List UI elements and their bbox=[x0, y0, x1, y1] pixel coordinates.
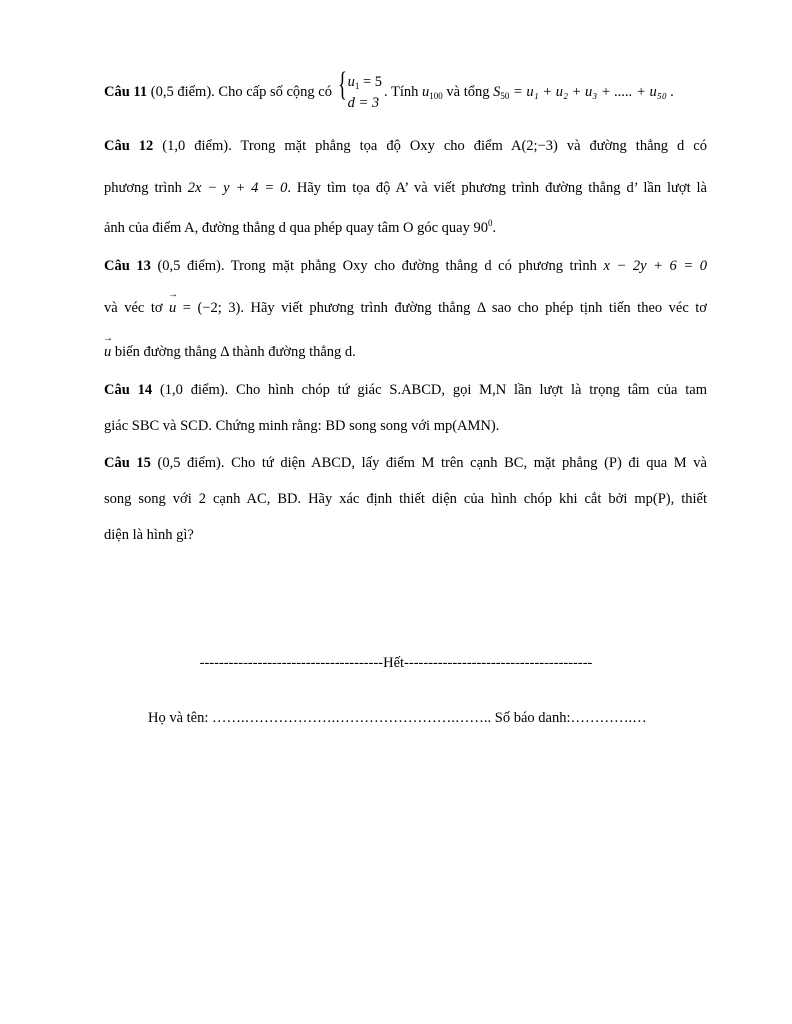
question-11-text-and: và tổng bbox=[442, 83, 494, 100]
equation-d-13: x − 2y + 6 = 0 bbox=[603, 258, 707, 274]
system-row-2: d = 3 bbox=[347, 95, 380, 111]
question-11-label: Câu 11 bbox=[104, 83, 148, 100]
question-12-line-2: phương trình 2x − y + 4 = 0. Hãy tìm tọa độ A’ và viết phương trình đường thẳng d’ lần lượt là bbox=[104, 180, 707, 196]
candidate-info-line: Họ và tên: …….……………….…………………….…….. Số báo danh:………….… bbox=[148, 710, 647, 726]
question-11-points: (0,5 điểm). Cho cấp số cộng có bbox=[147, 83, 336, 100]
system-row-1: $u_1 = 5$ bbox=[347, 74, 383, 91]
brace-icon: { bbox=[337, 66, 347, 103]
end-marker: --------------------------------------Hết--------------------------------------- bbox=[199, 655, 593, 671]
question-12-label: Câu 12 bbox=[104, 138, 154, 154]
question-15-line-2: song song với 2 cạnh AC, BD. Hãy xác định thiết diện của hình chóp khi cắt bởi mp(P), thiết bbox=[104, 491, 707, 507]
equation-d: 2x − y + 4 = 0 bbox=[187, 180, 288, 196]
vector-u: → u bbox=[169, 300, 176, 317]
vector-u-2: → u bbox=[104, 344, 111, 361]
question-14-line-2: giác SBC và SCD. Chứng minh rằng: BD song song với mp(AMN). bbox=[104, 418, 500, 434]
question-12-line-1: Câu 12 (1,0 điểm). Trong mặt phẳng tọa độ Oxy cho điểm A(2;−3) và đường thẳng d có bbox=[104, 138, 707, 154]
question-15-line-3: diện là hình gì? bbox=[104, 527, 194, 543]
question-13-line-2: và véc tơ → u = (−2; 3). Hãy viết phương trình đường thẳng Δ sao cho phép tịnh tiến theo véc tơ bbox=[104, 300, 707, 317]
question-14-label: Câu 14 bbox=[104, 382, 153, 398]
sum-symbol-sub: 50 bbox=[500, 90, 510, 101]
question-12-line-3: ảnh của điểm A, đường thẳng d qua phép quay tâm O góc quay $90^0$. bbox=[104, 218, 497, 236]
question-13-line-1: Câu 13 (0,5 điểm). Trong mặt phẳng Oxy cho đường thẳng d có phương trình x − 2y + 6 = 0 bbox=[104, 258, 707, 274]
question-11 bbox=[104, 66, 675, 113]
u-term-sub: 100 bbox=[429, 90, 443, 101]
question-15-line-1: Câu 15 (0,5 điểm). Cho tứ diện ABCD, lấy điểm M trên cạnh BC, mặt phẳng (P) đi qua M và bbox=[104, 455, 707, 471]
u-term: u bbox=[422, 83, 430, 100]
question-13-label: Câu 13 bbox=[104, 258, 151, 274]
sum-symbol: S bbox=[493, 83, 501, 100]
sum-expression: = u₁ + u₂ + u₃ + ..... + u₅₀ . bbox=[509, 83, 675, 100]
question-15-label: Câu 15 bbox=[104, 455, 151, 471]
question-11-text-mid: . Tính bbox=[384, 83, 423, 100]
question-13-line-3: → u biến đường thẳng Δ thành đường thẳng d. bbox=[104, 344, 356, 361]
question-14-line-1: Câu 14 (1,0 điểm). Cho hình chóp tứ giác S.ABCD, gọi M,N lần lượt là trọng tâm của tam bbox=[104, 382, 707, 398]
question-11-system bbox=[337, 66, 383, 113]
vector-u-value: = (−2; 3) bbox=[176, 300, 241, 316]
